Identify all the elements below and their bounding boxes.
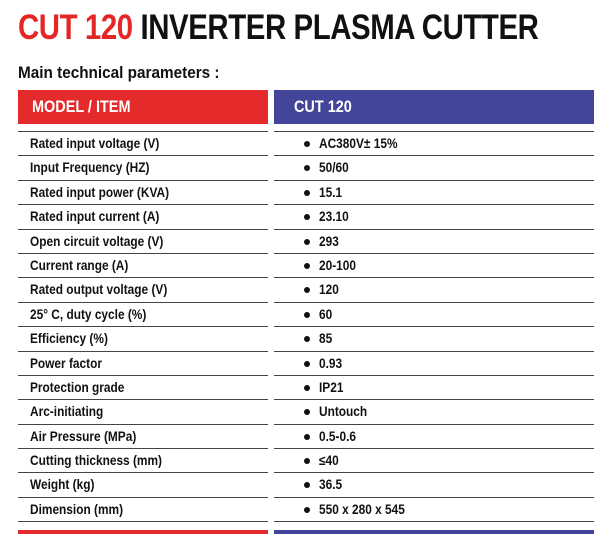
parameter-label: Rated input power (KVA)	[30, 184, 170, 200]
bullet-icon	[304, 141, 310, 147]
bullet-icon	[304, 507, 310, 513]
table-row	[18, 375, 594, 399]
page-title	[18, 8, 538, 48]
parameter-value: 60	[319, 306, 333, 322]
bullet-icon	[304, 239, 310, 245]
bullet-icon	[304, 336, 310, 342]
bullet-icon	[304, 214, 310, 220]
parameter-value: IP21	[319, 379, 344, 395]
bullet-icon	[304, 434, 310, 440]
table-row	[18, 302, 594, 326]
bullet-icon	[304, 385, 310, 391]
table-row	[18, 399, 594, 423]
bullet-icon	[304, 312, 310, 318]
table-header-model-item	[18, 90, 268, 124]
parameter-value: ≤40	[319, 453, 339, 469]
table-row	[18, 155, 594, 179]
table-row	[18, 204, 594, 228]
parameter-label: Rated input current (A)	[30, 209, 160, 225]
table-row	[18, 277, 594, 301]
parameter-value: 36.5	[319, 477, 343, 493]
parameter-value: 120	[319, 282, 339, 298]
table-bottom-rule	[18, 521, 594, 522]
parameter-label: Cutting thickness (mm)	[30, 453, 163, 469]
parameter-value: 15.1	[319, 184, 343, 200]
parameter-value: Untouch	[319, 404, 368, 420]
table-row	[18, 351, 594, 375]
table-row	[18, 229, 594, 253]
bullet-icon	[304, 482, 310, 488]
parameter-label: Current range (A)	[30, 257, 129, 273]
parameter-value: 85	[319, 331, 333, 347]
table-footer-left-bar	[18, 530, 268, 534]
table-row	[18, 131, 594, 155]
bullet-icon	[304, 263, 310, 269]
table-row	[18, 424, 594, 448]
bullet-icon	[304, 287, 310, 293]
bullet-icon	[304, 361, 310, 367]
parameter-value: 293	[319, 233, 339, 249]
parameter-value: 0.93	[319, 355, 343, 371]
parameter-label: 25° C, duty cycle (%)	[30, 306, 147, 322]
table-row	[18, 253, 594, 277]
title-model: CUT 120	[18, 8, 133, 47]
title-rest: INVERTER PLASMA CUTTER	[132, 8, 539, 47]
section-subtitle: Main technical parameters :	[18, 63, 220, 82]
parameter-value: 550 x 280 x 545	[319, 501, 405, 517]
parameter-value: 20-100	[319, 257, 357, 273]
parameter-label: Input Frequency (HZ)	[30, 160, 150, 176]
table-row	[18, 180, 594, 204]
table-footer-right-bar	[274, 530, 594, 534]
table-header-model-name	[274, 90, 594, 124]
parameters-table	[18, 131, 594, 522]
bullet-icon	[304, 458, 310, 464]
bullet-icon	[304, 165, 310, 171]
header-left-label: MODEL / ITEM	[32, 97, 131, 116]
parameter-label: Open circuit voltage (V)	[30, 233, 164, 249]
bullet-icon	[304, 409, 310, 415]
table-row	[18, 472, 594, 496]
bullet-icon	[304, 190, 310, 196]
parameter-label: Efficiency (%)	[30, 331, 108, 347]
header-right-label: CUT 120	[294, 97, 352, 116]
table-row	[18, 326, 594, 350]
parameter-value: AC380V± 15%	[319, 136, 398, 151]
parameter-label: Air Pressure (MPa)	[30, 428, 137, 444]
parameter-value: 0.5-0.6	[319, 428, 356, 444]
parameter-value: 50/60	[319, 160, 349, 176]
parameter-label: Weight (kg)	[30, 477, 95, 493]
parameter-label: Dimension (mm)	[30, 501, 124, 517]
parameter-label: Power factor	[30, 355, 102, 371]
parameter-label: Rated output voltage (V)	[30, 282, 168, 298]
parameter-value: 23.10	[319, 209, 349, 225]
parameter-label: Rated input voltage (V)	[30, 136, 160, 151]
parameter-label: Protection grade	[30, 379, 125, 395]
table-row	[18, 497, 594, 521]
table-row	[18, 448, 594, 472]
parameter-label: Arc-initiating	[30, 404, 104, 420]
